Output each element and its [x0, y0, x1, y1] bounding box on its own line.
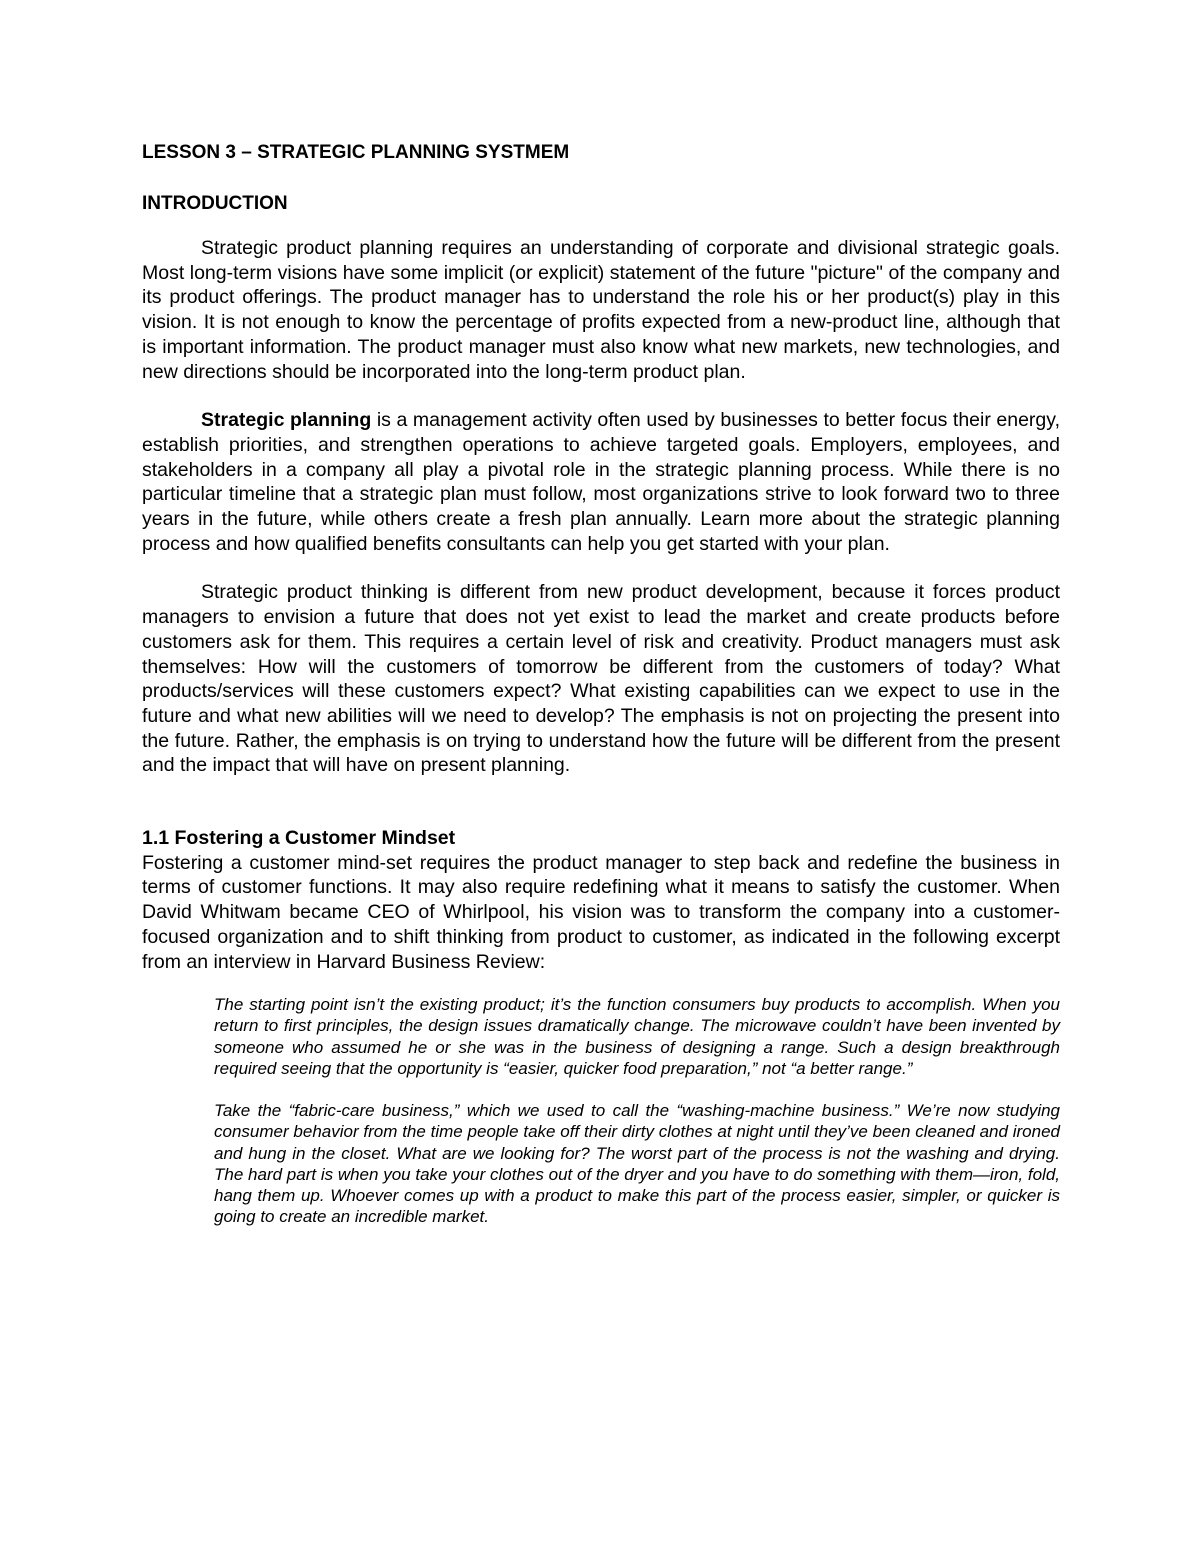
- introduction-paragraph-3: Strategic product thinking is different from new product development, because it forces product managers to envision a future that does not yet exist to lead the market and create products before customers ask for them. This requires a certain level of risk and creativity. Product managers must ask themselves: How will the customers of tomorrow be different from the customers of today? What products/services will these customers expect? What existing capabilities can we expect to use in the future and what new abilities will we need to develop? The emphasis is not on projecting the present into the future. Rather, the emphasis is on trying to understand how the future will be different from the present and the impact that will have on present planning.: [142, 581, 1060, 777]
- strategic-planning-term: Strategic planning: [201, 409, 372, 432]
- introduction-paragraph-2: [142, 408, 1060, 556]
- quote-paragraph-2: Take the “fabric-care business,” which we used to call the “washing-machine business.” We’re now studying consumer behavior from the time people take off their dirty clothes at night until they’ve been cleaned and ironed and hung in the closet. What are we looking for? The worst part of the process is not the washing and drying. The hard part is when you take your clothes out of the dryer and you have to do something with them—iron, fold, hang them up. Whoever comes up with a product to make this part of the process easier, simpler, or quicker is going to create an incredible market.: [214, 1101, 1060, 1227]
- lesson-title: LESSON 3 – STRATEGIC PLANNING SYSTMEM: [142, 142, 570, 163]
- introduction-paragraph-2-text: is a management activity often used by businesses to better focus their energy, establish priorities, and strengthen operations to achieve targeted goals. Employers, employees, and stakeholders in a company all play a pivotal role in the strategic planning process. While there is no particular timeline that a strategic plan must follow, most organizations strive to look forward two to three years in the future, while others create a fresh plan annually. Learn more about the strategic planning process and how qualified benefits consultants can help you get started with your plan.: [142, 409, 1060, 555]
- document-page: [142, 141, 1060, 1248]
- introduction-heading: INTRODUCTION: [142, 193, 288, 214]
- quote-paragraph-1: The starting point isn’t the existing product; it’s the function consumers buy products to accomplish. When you return to first principles, the design issues dramatically change. The microwave couldn’t have been invented by someone who assumed he or she was in the business of designing a range. Such a design breakthrough required seeing that the opportunity is “easier, quicker food preparation,” not “a better range.”: [214, 995, 1060, 1078]
- section-1-1-heading: 1.1 Fostering a Customer Mindset: [142, 827, 456, 850]
- introduction-paragraph-1: Strategic product planning requires an understanding of corporate and divisional strategic goals. Most long-term visions have some implicit (or explicit) statement of the future "picture" of the company and its product offerings. The product manager has to understand the role his or her product(s) play in this vision. It is not enough to know the percentage of profits expected from a new-product line, although that is important information. The product manager must also know what new markets, new technologies, and new directions should be incorporated into the long-term product plan.: [142, 237, 1060, 383]
- section-1-1-body: Fostering a customer mind-set requires the product manager to step back and redefine the business in terms of customer functions. It may also require redefining what it means to satisfy the customer. When David Whitwam became CEO of Whirlpool, his vision was to transform the company into a customer-focused organization and to shift thinking from product to customer, as indicated in the following excerpt from an interview in Harvard Business Review:: [142, 851, 1060, 973]
